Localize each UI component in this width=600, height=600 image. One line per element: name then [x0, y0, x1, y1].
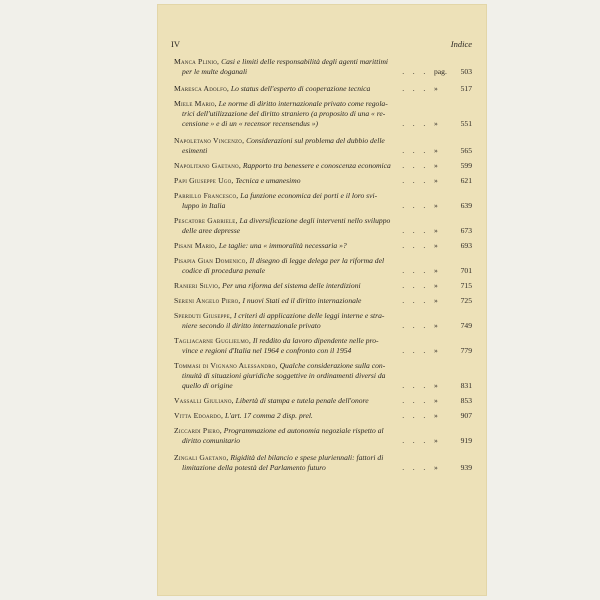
toc-title-line: La funzione economica dei porti e il loro svi-	[240, 191, 378, 200]
toc-title-line: trici dell'utilizzazione del diritto straniero (a proposito di una « re-	[182, 109, 386, 119]
toc-entry-line	[174, 336, 472, 346]
toc-author: Napolitano Gaetano,	[174, 161, 241, 170]
toc-author: Vitta Edoardo,	[174, 411, 224, 420]
toc-entry	[174, 241, 472, 251]
toc-title-line: luppo in Italia	[182, 201, 226, 211]
page-mark: »	[434, 119, 438, 129]
toc-title-line: diritto comunitario	[182, 436, 241, 446]
page-mark: »	[434, 396, 438, 405]
page-mark: »	[434, 296, 438, 305]
leader-dots: . . .	[402, 67, 434, 77]
toc-title-line: Il disegno di legge delega per la riforma del	[249, 256, 385, 265]
toc-entry	[174, 57, 472, 77]
page-number-value: 907	[460, 411, 472, 420]
page-mark: »	[434, 266, 438, 276]
toc-entry	[174, 161, 472, 171]
toc-author: Napoletano Vincenzo,	[174, 136, 245, 145]
toc-author: Papi Giuseppe Ugo,	[174, 176, 234, 185]
page-number-value: 503	[460, 67, 472, 77]
page-number-value: 831	[460, 381, 472, 391]
page-number-value: 599	[460, 161, 472, 170]
toc-title-line: Casi e limiti delle responsabilità degli agenti marittimi	[221, 57, 389, 66]
toc-entry	[174, 361, 472, 391]
toc-page-ref	[402, 436, 472, 446]
toc-entry-line	[174, 57, 472, 67]
page-mark: »	[434, 321, 438, 331]
toc-page-ref	[402, 161, 472, 171]
toc-entry-line	[174, 311, 472, 321]
toc-entry	[174, 281, 472, 291]
toc-title-line: Qualche considerazione sulla con-	[279, 361, 386, 370]
toc-page-ref	[402, 266, 472, 276]
leader-dots: . . .	[402, 321, 434, 331]
toc-title-line: Tecnica e umanesimo	[235, 176, 301, 185]
toc-entry	[174, 336, 472, 356]
toc-author: Tagliacarne Guglielmo,	[174, 336, 251, 345]
leader-dots: . . .	[402, 161, 434, 170]
toc-entry	[174, 84, 472, 94]
leader-dots: . . .	[402, 346, 434, 356]
toc-title-line: delle aree depresse	[182, 226, 241, 236]
toc-title-line: Considerazioni sul problema del dubbio delle	[246, 136, 385, 145]
toc-entry	[174, 411, 472, 421]
toc-entry	[174, 256, 472, 276]
page-number-value: 693	[460, 241, 472, 250]
toc-title-line: quello di origine	[182, 381, 233, 391]
toc-author: Parrillo Francesco,	[174, 191, 239, 200]
toc-entry-line	[174, 426, 472, 436]
page-mark: »	[434, 463, 438, 473]
page-mark: »	[434, 176, 438, 185]
toc-title-line: Le taglie: una « immoralità necessaria »?	[218, 241, 347, 250]
page-mark: »	[434, 161, 438, 170]
page-number-value: 551	[460, 119, 472, 129]
toc-title-line: Le norme di diritto internazionale privato come regola-	[218, 99, 388, 108]
toc-page-ref	[402, 201, 472, 211]
toc-entry-line	[174, 191, 472, 201]
toc-title-line: L'art. 17 comma 2 disp. prel.	[225, 411, 313, 420]
page-number-value: 749	[460, 321, 472, 331]
page-number-value: 621	[460, 176, 472, 185]
leader-dots: . . .	[402, 241, 434, 250]
leader-dots: . . .	[402, 266, 434, 276]
toc-title-line: Lo status dell'esperto di cooperazione tecnica	[230, 84, 371, 93]
toc-page-ref	[402, 281, 472, 291]
toc-page-ref	[402, 241, 472, 251]
toc-page-ref	[402, 119, 472, 129]
toc-title-line: Libertà di stampa e tutela penale dell'onore	[235, 396, 369, 405]
page-number-value: 673	[460, 226, 472, 236]
toc-title-line: Il reddito da lavoro dipendente nelle pro-	[252, 336, 379, 345]
toc-entry	[174, 176, 472, 186]
toc-author: Maresca Adolfo,	[174, 84, 230, 93]
page-mark: »	[434, 226, 438, 236]
toc-title-line: vince e regioni d'Italia nel 1964 e confronto con il 1954	[182, 346, 352, 356]
toc-author: Pescatore Gabriele,	[174, 216, 238, 225]
toc-title-line: La diversificazione degli interventi nello sviluppo	[239, 216, 391, 225]
toc-entry-line	[174, 109, 472, 119]
leader-dots: . . .	[402, 84, 434, 93]
toc-page-ref	[402, 346, 472, 356]
page-mark: »	[434, 436, 438, 446]
toc-title-line: Rigidità del bilancio e spese pluriennali: fattori di	[230, 453, 384, 462]
toc-entry	[174, 311, 472, 331]
toc-entry	[174, 296, 472, 306]
toc-author: Miele Mario,	[174, 99, 217, 108]
toc-page-ref	[402, 411, 472, 421]
page-number-value: 725	[460, 296, 472, 305]
leader-dots: . . .	[402, 146, 434, 156]
page-number-value: 715	[460, 281, 472, 290]
toc-author: Zingali Gaetano,	[174, 453, 229, 462]
toc-entry-line	[174, 371, 472, 381]
page-mark: pag.	[434, 67, 447, 77]
leader-dots: . . .	[402, 201, 434, 211]
toc-page-ref	[402, 67, 472, 77]
toc-page-ref	[402, 381, 472, 391]
leader-dots: . . .	[402, 281, 434, 290]
toc-title-line: codice di procedura penale	[182, 266, 266, 276]
page-mark: »	[434, 346, 438, 356]
running-title: Indice	[450, 39, 472, 49]
page-mark: »	[434, 201, 438, 211]
toc-entry-line	[174, 256, 472, 266]
leader-dots: . . .	[402, 176, 434, 185]
page-mark: »	[434, 411, 438, 420]
toc-title-line: censione » e di un « recensor recensendus »)	[182, 119, 319, 129]
page-mark: »	[434, 146, 438, 156]
toc-entry-line	[174, 361, 472, 371]
leader-dots: . . .	[402, 411, 434, 420]
toc-title-line: I nuovi Stati ed il diritto internazionale	[242, 296, 362, 305]
toc-title-line: Programmazione ed autonomia negoziale rispetto al	[223, 426, 384, 435]
toc-title-line: Rapporto tra benessere e conoscenza economica	[242, 161, 391, 170]
page-mark: »	[434, 381, 438, 391]
toc-author: Manca Plinio,	[174, 57, 220, 66]
toc-page-ref	[402, 176, 472, 186]
toc-title-line: Per una riforma del sistema delle interdizioni	[222, 281, 361, 290]
page-number-value: 779	[460, 346, 472, 356]
toc-author: Pisani Mario,	[174, 241, 217, 250]
leader-dots: . . .	[402, 381, 434, 391]
leader-dots: . . .	[402, 463, 434, 473]
page-number-value: 701	[460, 266, 472, 276]
toc-entry-line	[174, 136, 472, 146]
toc-author: Tommasi di Vignano Alessandro,	[174, 361, 278, 370]
toc-author: Sereni Angelo Piero,	[174, 296, 241, 305]
toc-entry	[174, 453, 472, 473]
toc-page-ref	[402, 226, 472, 236]
page-number-value: 939	[460, 463, 472, 473]
toc-author: Ziccardi Piero,	[174, 426, 222, 435]
toc-title-line: limitazione della potestà del Parlamento futuro	[182, 463, 326, 473]
page-number-value: 639	[460, 201, 472, 211]
page-number: IV	[171, 39, 180, 49]
toc-page-ref	[402, 146, 472, 156]
toc-entry	[174, 426, 472, 446]
toc-entry	[174, 216, 472, 236]
leader-dots: . . .	[402, 396, 434, 405]
toc-author: Vassalli Giuliano,	[174, 396, 234, 405]
toc-entry	[174, 191, 472, 211]
page-number-value: 565	[460, 146, 472, 156]
toc-author: Sperduti Giuseppe,	[174, 311, 232, 320]
toc-title-line: niere secondo il diritto internazionale privato	[182, 321, 321, 331]
page-number-value: 853	[460, 396, 472, 405]
page-mark: »	[434, 281, 438, 290]
leader-dots: . . .	[402, 119, 434, 129]
toc-entry-line	[174, 453, 472, 463]
toc-page-ref	[402, 84, 472, 94]
toc-title-line: per le multe doganali	[182, 67, 248, 77]
toc-entry-line	[174, 99, 472, 109]
toc-page-ref	[402, 321, 472, 331]
page-header	[171, 39, 472, 53]
leader-dots: . . .	[402, 296, 434, 305]
toc-author: Ranieri Silvio,	[174, 281, 221, 290]
page-number-value: 517	[460, 84, 472, 93]
leader-dots: . . .	[402, 436, 434, 446]
toc-page-ref	[402, 463, 472, 473]
toc-entry	[174, 396, 472, 406]
toc-entry-line	[174, 216, 472, 226]
toc-page-ref	[402, 396, 472, 406]
toc-author: Pisapia Gian Domenico,	[174, 256, 248, 265]
toc-title-line: esimenti	[182, 146, 208, 156]
page-mark: »	[434, 84, 438, 93]
toc-entry	[174, 99, 472, 129]
page-number-value: 919	[460, 436, 472, 446]
toc-title-line: tinuità di situazioni giuridiche soggettive in ordinamenti diversi da	[182, 371, 386, 381]
toc-title-line: I criteri di applicazione delle leggi interne e stra-	[233, 311, 385, 320]
leader-dots: . . .	[402, 226, 434, 236]
page-mark: »	[434, 241, 438, 250]
toc-entry	[174, 136, 472, 156]
toc-page-ref	[402, 296, 472, 306]
